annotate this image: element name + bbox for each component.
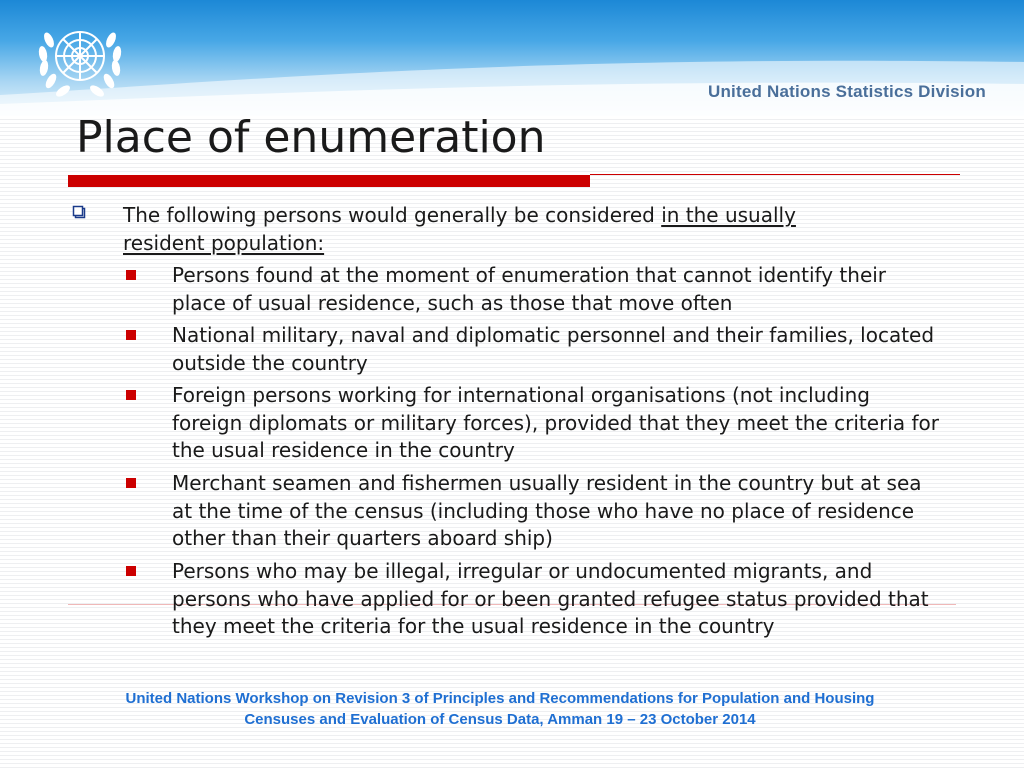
red-square-bullet-icon — [126, 330, 136, 340]
list-item-text: National military, naval and diplomatic personnel and their families, located outside the country — [172, 323, 935, 375]
organization-name: United Nations Statistics Division — [708, 82, 986, 101]
intro-underlined-text-2: resident population: — [123, 230, 325, 255]
list-item-text: Persons found at the moment of enumeration that cannot identify their place of usual residence, such as those that move often — [172, 263, 887, 315]
list-item-text: Merchant seamen and fishermen usually resident in the country but at sea at the time of the census (including those who have no place of residence other than their quarters aboard ship) — [172, 471, 922, 550]
red-square-bullet-icon — [126, 478, 136, 488]
slide-title: Place of enumeration — [76, 112, 546, 163]
list-item-text: Persons who may be illegal, irregular or undocumented migrants, and persons who have applied for or been granted refugee status provided that they meet the criteria for the usual residence in the country — [172, 559, 929, 638]
red-square-bullet-icon — [126, 390, 136, 400]
intro-underlined-text-1: in the usually — [661, 203, 796, 227]
footer-line-2: Censuses and Evaluation of Census Data, Amman 19 – 23 October 2014 — [244, 711, 756, 728]
hollow-square-bullet-icon — [72, 205, 86, 219]
red-square-bullet-icon — [126, 270, 136, 280]
footer-line-1: United Nations Workshop on Revision 3 of Principles and Recommendations for Population and Housing — [125, 690, 875, 707]
red-square-bullet-icon — [126, 566, 136, 576]
intro-text: The following persons would generally be considered — [123, 203, 662, 227]
intro-paragraph — [123, 202, 923, 257]
footer-caption — [0, 688, 1000, 730]
list-item-text: Foreign persons working for international organisations (not including foreign diplomats or military forces), provided that they meet the criteria for the usual residence in the country — [172, 383, 939, 462]
